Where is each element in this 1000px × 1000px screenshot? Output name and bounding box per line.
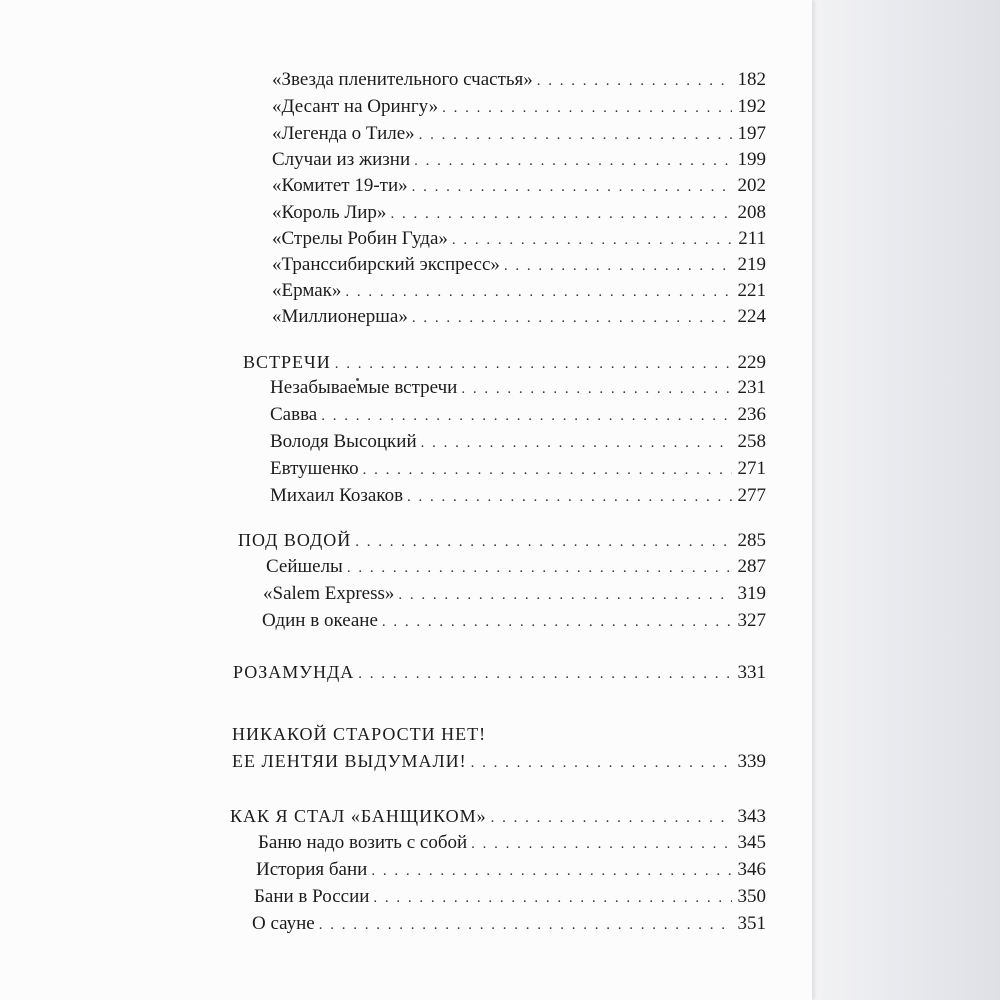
toc-section-starosti[interactable] xyxy=(232,749,766,775)
dot-leader xyxy=(421,431,732,455)
toc-entry-page: 197 xyxy=(737,123,766,144)
toc-entry-page: 182 xyxy=(737,69,766,90)
toc-entry-title: История бани xyxy=(256,859,368,880)
toc-entry-title: Евтушенко xyxy=(270,458,359,479)
dot-leader xyxy=(363,458,732,482)
dot-leader xyxy=(319,913,732,937)
toc-entry[interactable] xyxy=(266,555,766,580)
toc-entry-page: 202 xyxy=(737,175,766,196)
toc-entry-page: 345 xyxy=(737,832,766,853)
toc-entry[interactable] xyxy=(272,95,766,120)
toc-entry-title: «Десант на Орингу» xyxy=(272,96,439,117)
dot-leader xyxy=(371,859,731,883)
dot-leader xyxy=(504,254,732,278)
toc-section-pod-vodoy[interactable] xyxy=(238,528,766,554)
toc-entry-page: 319 xyxy=(737,583,766,604)
dot-leader xyxy=(419,123,732,147)
section-page: 343 xyxy=(737,806,766,827)
toc-entry-page: 219 xyxy=(737,254,766,275)
dot-leader xyxy=(373,886,731,910)
toc-entry-page: 231 xyxy=(737,377,766,398)
dot-leader xyxy=(407,485,731,509)
toc-entry-page: 211 xyxy=(738,228,766,249)
toc-entry[interactable] xyxy=(272,227,766,252)
toc-entry-title: Случаи из жизни xyxy=(272,149,411,170)
section-page: 285 xyxy=(737,530,766,551)
toc-entry-page: 258 xyxy=(737,431,766,452)
toc-entry[interactable] xyxy=(272,122,766,147)
toc-entry[interactable] xyxy=(263,582,766,607)
section-page: 339 xyxy=(737,751,766,772)
dot-leader xyxy=(398,583,731,607)
dot-leader xyxy=(358,662,731,686)
dot-leader xyxy=(471,751,732,775)
toc-entry[interactable] xyxy=(256,858,766,883)
toc-entry-title: «Король Лир» xyxy=(272,202,387,223)
section-page: 229 xyxy=(737,352,766,373)
toc-entry-title: «Миллионерша» xyxy=(272,306,408,327)
toc-entry-title: Володя Высоцкий xyxy=(270,431,417,452)
toc-entry[interactable] xyxy=(272,201,766,226)
toc-entry[interactable] xyxy=(270,376,766,401)
dot-leader xyxy=(355,530,731,554)
toc-entry[interactable] xyxy=(272,253,766,278)
dot-leader xyxy=(412,175,732,199)
dot-leader xyxy=(321,404,731,428)
toc-entry[interactable] xyxy=(258,831,766,856)
toc-entry-title: «Транссибирский экспресс» xyxy=(272,254,500,275)
toc-entry[interactable] xyxy=(270,403,766,428)
toc-entry-page: 192 xyxy=(737,96,766,117)
toc-entry-title: О сауне xyxy=(252,913,315,934)
toc-entry-title: Один в океане xyxy=(262,610,378,631)
toc-entry-title: «Легенда о Тиле» xyxy=(272,123,415,144)
dot-leader xyxy=(491,806,732,830)
section-title: ВСТРЕЧИ xyxy=(243,352,331,372)
toc-entry[interactable] xyxy=(254,885,766,910)
toc-entry-page: 199 xyxy=(737,149,766,170)
toc-entry-page: 236 xyxy=(737,404,766,425)
toc-entry[interactable] xyxy=(270,430,766,455)
toc-entry-page: 221 xyxy=(737,280,766,301)
toc-entry[interactable] xyxy=(270,457,766,482)
toc-entry[interactable] xyxy=(270,484,766,509)
toc-entry-page: 277 xyxy=(737,485,766,506)
dot-leader xyxy=(335,352,732,376)
toc-entry-page: 350 xyxy=(737,886,766,907)
next-page-edge xyxy=(810,0,1000,1000)
section-title-line-2: ЕЕ ЛЕНТЯИ ВЫДУМАЛИ! xyxy=(232,751,467,771)
toc-section-banshchik[interactable] xyxy=(230,804,766,830)
dot-leader xyxy=(537,69,732,93)
dot-leader xyxy=(452,228,732,252)
toc-entry-title: «Комитет 19-ти» xyxy=(272,175,408,196)
section-page: 331 xyxy=(737,662,766,683)
dot-leader xyxy=(345,280,731,304)
toc-entry[interactable] xyxy=(272,279,766,304)
toc-entry-page: 287 xyxy=(737,556,766,577)
toc-entry-page: 271 xyxy=(737,458,766,479)
toc-section-rozamunda[interactable] xyxy=(233,660,766,686)
dot-leader xyxy=(414,149,731,173)
toc-entry-title: «Звезда пленительного счастья» xyxy=(272,69,533,90)
toc-entry-page: 346 xyxy=(737,859,766,880)
toc-entry-page: 327 xyxy=(737,610,766,631)
dot-leader xyxy=(461,377,731,401)
dot-leader xyxy=(412,306,732,330)
toc-entry[interactable] xyxy=(252,912,766,937)
toc-entry[interactable] xyxy=(262,609,766,634)
toc-entry[interactable] xyxy=(272,68,766,93)
toc-entry[interactable] xyxy=(272,305,766,330)
toc-entry-page: 224 xyxy=(737,306,766,327)
toc-entry-page: 351 xyxy=(737,913,766,934)
toc-entry-title: Савва xyxy=(270,404,318,425)
section-title: ПОД ВОДОЙ xyxy=(238,530,352,550)
dot-leader xyxy=(390,202,731,226)
toc-entry-page: 208 xyxy=(737,202,766,223)
toc-section-vstrechi[interactable] xyxy=(243,350,766,376)
toc-entry[interactable] xyxy=(272,148,766,173)
dot-leader xyxy=(347,556,732,580)
toc-entry-title: Бани в России xyxy=(254,886,370,907)
toc-entry-title: Михаил Козаков xyxy=(270,485,404,506)
dot-leader xyxy=(382,610,732,634)
toc-entry[interactable] xyxy=(272,174,766,199)
toc-entry-title: «Стрелы Робин Гуда» xyxy=(272,228,448,249)
toc-entry-title: Баню надо возить с собой xyxy=(258,832,468,853)
section-title: КАК Я СТАЛ «БАНЩИКОМ» xyxy=(230,806,487,826)
dot-leader xyxy=(471,832,731,856)
section-title: РОЗАМУНДА xyxy=(233,662,355,682)
toc-entry-title: «Salem Express» xyxy=(263,583,395,604)
toc-entry-title: Незабываемые встречи xyxy=(270,377,458,398)
toc-entry-title: Сейшелы xyxy=(266,556,343,577)
dot-leader xyxy=(442,96,731,120)
toc-entry-title: «Ермак» xyxy=(272,280,342,301)
section-title-line-1[interactable]: НИКАКОЙ СТАРОСТИ НЕТ! xyxy=(232,724,487,744)
